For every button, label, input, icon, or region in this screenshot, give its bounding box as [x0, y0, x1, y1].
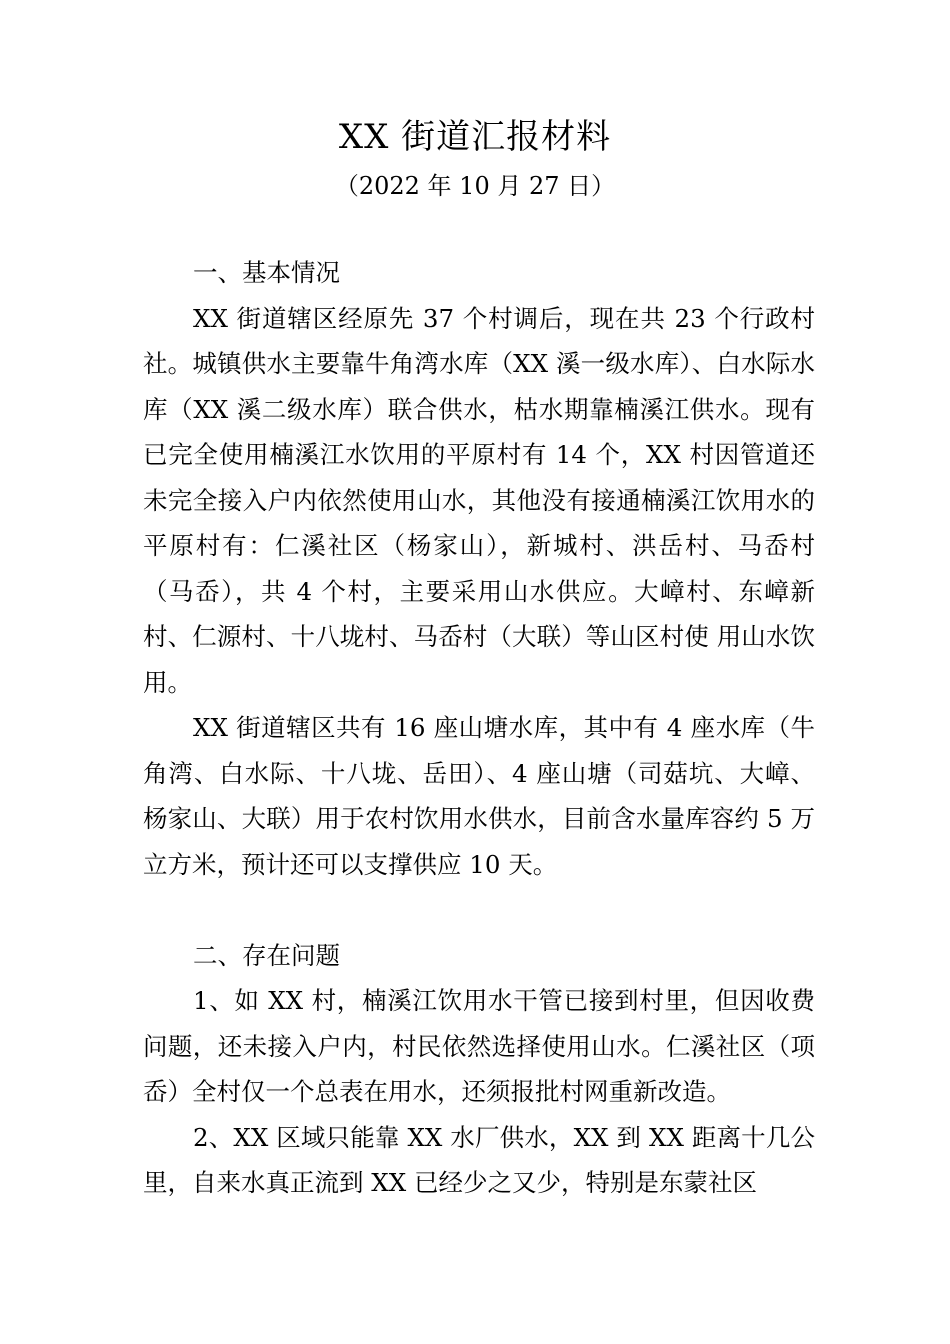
paragraph: 2、XX 区域只能靠 XX 水厂供水，XX 到 XX 距离十几公里，自来水真正流到 XX 已经少之又少，特别是东蒙社区	[143, 1122, 815, 1197]
document-body	[143, 250, 815, 1206]
section-heading: 二、存在问题	[193, 940, 340, 970]
paragraph: XX 街道辖区共有 16 座山塘水库，其中有 4 座水库（牛角湾、白水际、十八垅、岳田）、4 座山塘（司菇坑、大嶂、杨家山、大联）用于农村饮用水供水，目前含水量库容约 5 万立方米，预计还可以支撑供应 10 天。	[143, 713, 815, 879]
paragraph: XX 街道辖区经原先 37 个村调后，现在共 23 个行政村社。城镇供水主要靠牛角湾水库（XX 溪一级水库）、白水际水库（XX 溪二级水库）联合供水，枯水期靠楠溪江供水。现有已完全使用楠溪江水饮用的平原村有 14 个，XX 村因管道还未完全接入户内依然使用山水，其他没有接通楠溪江饮用水的平原村有：仁溪社区（杨家山），新城村、洪岳村、马岙村（马岙），共 4 个村，主要采用山水供应。大嶂村、东嶂新村、仁源村、十八垅村、马岙村（大联）等山区村使 用山水饮用。	[143, 303, 815, 697]
document-date: （2022 年 10 月 27 日）	[334, 172, 616, 200]
section-existing-problems	[143, 933, 815, 1206]
document-title: XX 街道汇报材料	[338, 117, 612, 157]
section-spacer	[143, 887, 815, 933]
section-basic-situation	[143, 250, 815, 887]
paragraph: 1、如 XX 村，楠溪江饮用水干管已接到村里，但因收费问题，还未接入户内，村民依然选择使用山水。仁溪社区（项岙）全村仅一个总表在用水，还须报批村网重新改造。	[143, 986, 815, 1106]
section-heading: 一、基本情况	[193, 258, 340, 287]
